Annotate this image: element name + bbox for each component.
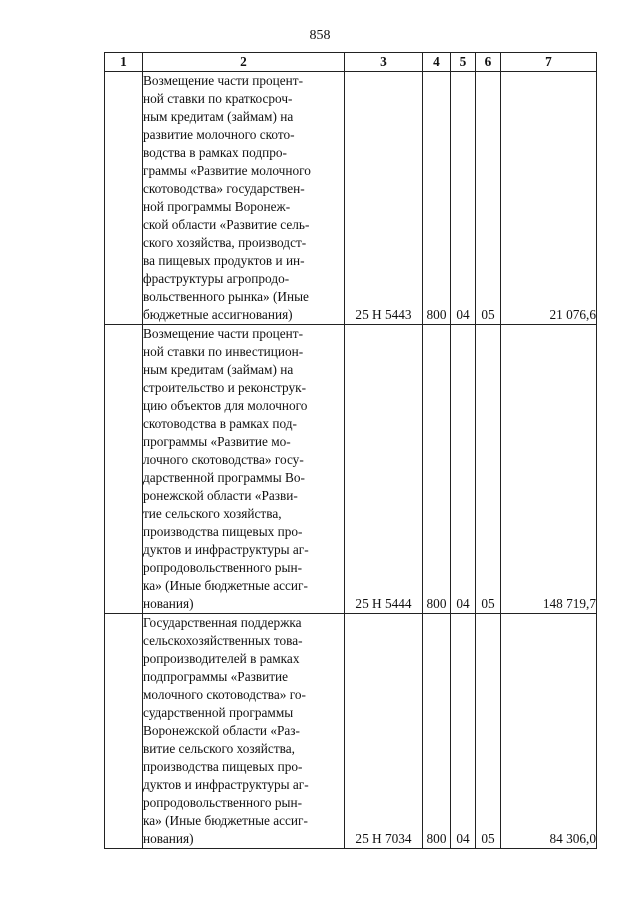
description-line: нования) — [143, 831, 194, 846]
description-line: ропроизводителей в рамках — [143, 651, 300, 666]
section-cell: 04 — [451, 614, 476, 849]
description-line: производства пищевых про- — [143, 759, 303, 774]
column-header-6: 6 — [476, 53, 501, 72]
header-row — [105, 53, 597, 72]
description-line: ка» (Иные бюджетные ассиг- — [143, 813, 308, 828]
description-line: ского хозяйства, производст- — [143, 235, 307, 250]
description-cell — [143, 72, 345, 325]
description-line: граммы «Развитие молочного — [143, 163, 311, 178]
subsection-cell: 05 — [476, 614, 501, 849]
description-line: водства в рамках подпро- — [143, 145, 287, 160]
description-cell — [143, 614, 345, 849]
description-line: развитие молочного ското- — [143, 127, 295, 142]
description-line: программы «Развитие мо- — [143, 434, 291, 449]
description-line: Воронежской области «Раз- — [143, 723, 300, 738]
budget-code-cell: 25 Н 5443 — [345, 72, 423, 325]
description-line: витие сельского хозяйства, — [143, 741, 295, 756]
expense-type-cell: 800 — [423, 325, 451, 614]
section-cell: 04 — [451, 72, 476, 325]
description-line: ропродовольственного рын- — [143, 795, 303, 810]
description-line: ным кредитам (займам) на — [143, 109, 294, 124]
column-header-4: 4 — [423, 53, 451, 72]
description-line: подпрограммы «Развитие — [143, 669, 289, 684]
description-line: ропродовольственного рын- — [143, 560, 303, 575]
description-line: сударственной программы — [143, 705, 294, 720]
description-line: нования) — [143, 596, 194, 611]
description-line: дарственной программы Во- — [143, 470, 305, 485]
table-row — [105, 614, 597, 849]
description-line: ва пищевых продуктов и ин- — [143, 253, 305, 268]
description-line: ронежской области «Разви- — [143, 488, 298, 503]
description-line: цию объектов для молочного — [143, 398, 308, 413]
description-line: фраструктуры агропродо- — [143, 271, 290, 286]
description-line: Возмещение части процент- — [143, 73, 304, 88]
column-header-5: 5 — [451, 53, 476, 72]
description-line: Государственная поддержка — [143, 615, 302, 630]
subsection-cell: 05 — [476, 325, 501, 614]
budget-table — [104, 52, 597, 849]
amount-cell: 84 306,0 — [501, 614, 597, 849]
description-line: дуктов и инфраструктуры аг- — [143, 777, 309, 792]
page-number: 858 — [309, 28, 331, 43]
description-line: лочного скотоводства» госу- — [143, 452, 304, 467]
description-line: ным кредитам (займам) на — [143, 362, 294, 377]
description-line: Возмещение части процент- — [143, 326, 304, 341]
description-line: вольственного рынка» (Иные — [143, 289, 309, 304]
description-line: сельскохозяйственных това- — [143, 633, 303, 648]
description-line: ной ставки по краткосроч- — [143, 91, 293, 106]
row-number-cell — [105, 72, 143, 325]
column-header-1: 1 — [105, 53, 143, 72]
row-number-cell — [105, 614, 143, 849]
description-line: скотоводства в рамках под- — [143, 416, 297, 431]
column-header-7: 7 — [501, 53, 597, 72]
expense-type-cell: 800 — [423, 614, 451, 849]
subsection-cell: 05 — [476, 72, 501, 325]
section-cell: 04 — [451, 325, 476, 614]
description-line: дуктов и инфраструктуры аг- — [143, 542, 309, 557]
table-row — [105, 72, 597, 325]
description-line: производства пищевых про- — [143, 524, 303, 539]
description-line: ской области «Развитие сель- — [143, 217, 310, 232]
table-row — [105, 325, 597, 614]
budget-code-cell: 25 Н 5444 — [345, 325, 423, 614]
description-line: бюджетные ассигнования) — [143, 307, 293, 322]
budget-code-cell: 25 Н 7034 — [345, 614, 423, 849]
description-line: скотоводства» государствен- — [143, 181, 305, 196]
description-line: строительство и реконструк- — [143, 380, 306, 395]
expense-type-cell: 800 — [423, 72, 451, 325]
description-line: тие сельского хозяйства, — [143, 506, 282, 521]
description-line: ной ставки по инвестицион- — [143, 344, 304, 359]
description-line: ной программы Воронеж- — [143, 199, 291, 214]
row-number-cell — [105, 325, 143, 614]
amount-cell: 148 719,7 — [501, 325, 597, 614]
column-header-3: 3 — [345, 53, 423, 72]
description-line: ка» (Иные бюджетные ассиг- — [143, 578, 308, 593]
description-line: молочного скотоводства» го- — [143, 687, 306, 702]
column-header-2: 2 — [143, 53, 345, 72]
amount-cell: 21 076,6 — [501, 72, 597, 325]
description-cell — [143, 325, 345, 614]
